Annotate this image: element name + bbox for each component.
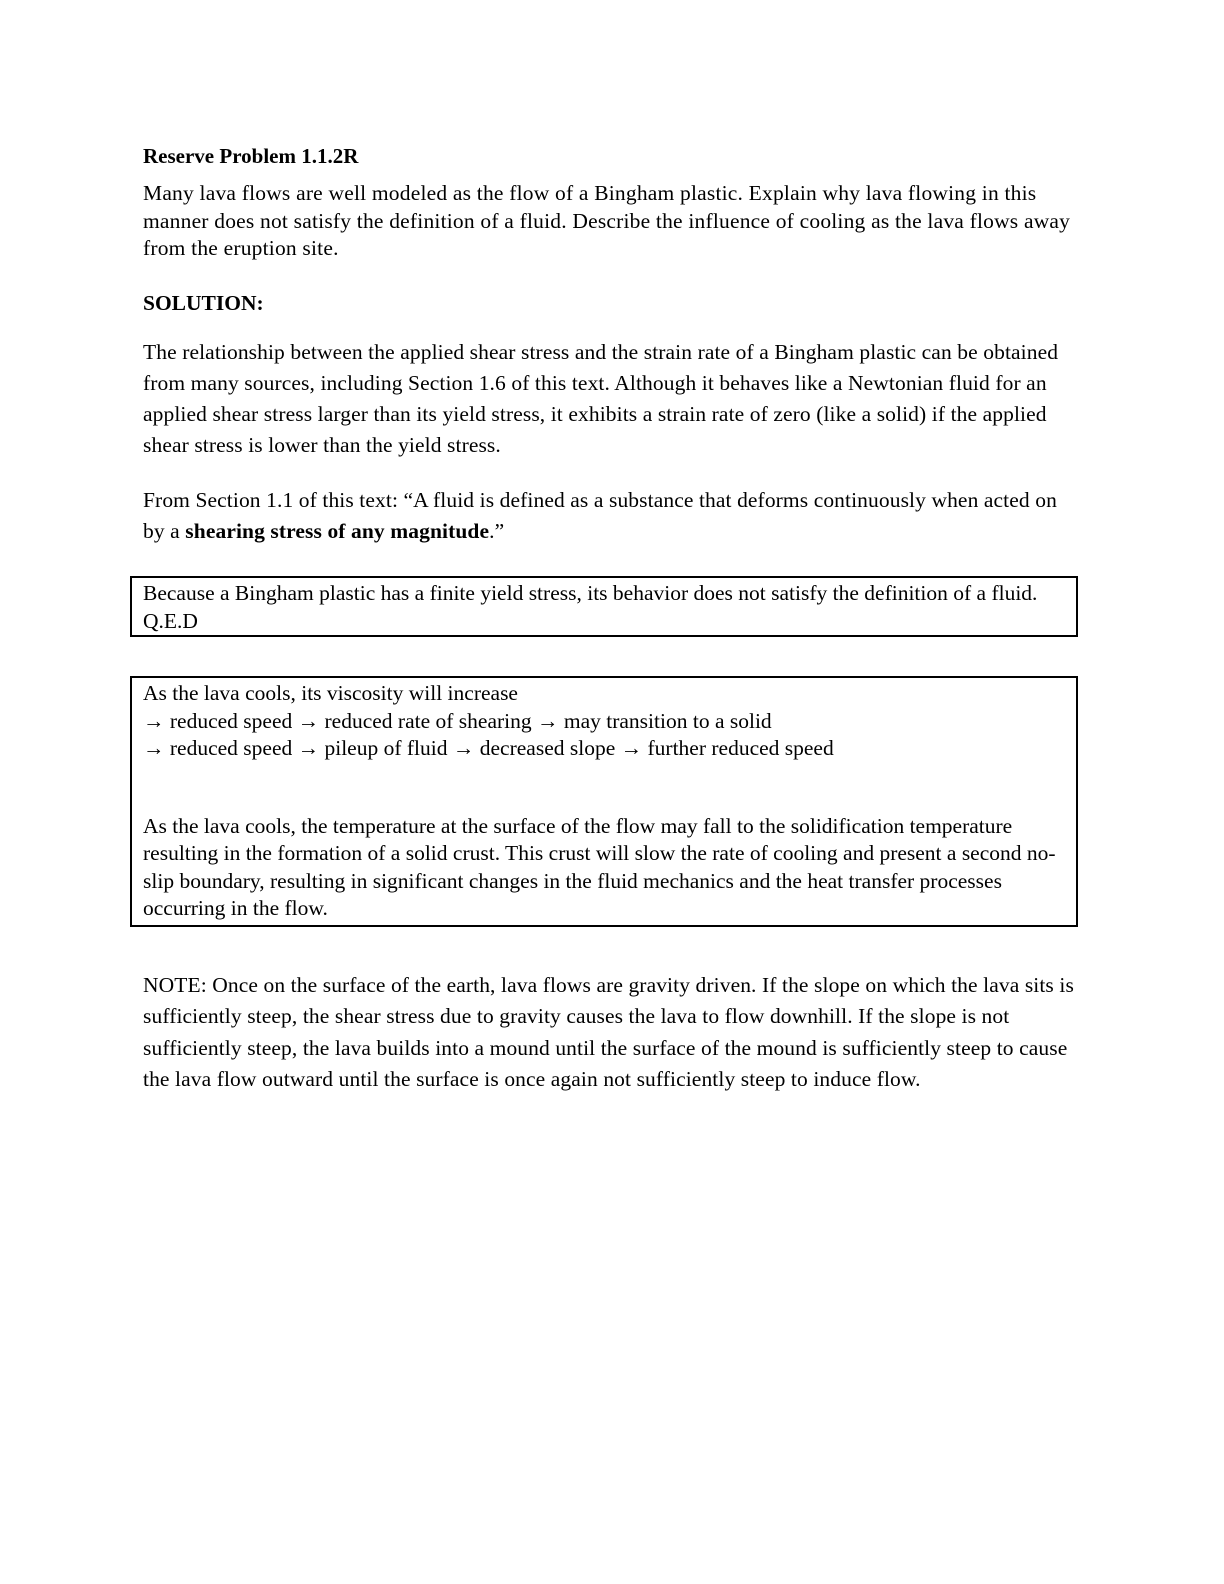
cooling-box [130, 676, 1078, 927]
document-page [143, 140, 1083, 1091]
solution-paragraph-2 [143, 485, 1083, 548]
cooling-paragraph: As the lava cools, the temperature at the surface of the flow may fall to the solidification temperature resulting in the formation of a solid crust. This crust will slow the rate of cooling and present a second no-slip boundary, resulting in significant changes in the fluid mechanics and the heat transfer processes occurring in the flow. [143, 813, 1056, 920]
problem-heading: Reserve Problem 1.1.2R [143, 144, 359, 168]
cooling-line-3: → reduced speed → pileup of fluid → decreased slope → further reduced speed [143, 736, 834, 760]
spacer [143, 763, 1065, 813]
cooling-line-2: → reduced speed → reduced rate of shearing → may transition to a solid [143, 708, 772, 733]
note-paragraph: NOTE: Once on the surface of the earth, lava flows are gravity driven. If the slope on which the lava sits is sufficiently steep, the shear stress due to gravity causes the lava to flow downhill. If the slope is not sufficiently steep, the lava builds into a mound until the surface of the mound is sufficiently steep to cause the lava flow outward until the surface is once again not sufficiently steep to induce flow. [143, 972, 1074, 1091]
definition-quote-end: .” [489, 518, 505, 543]
definition-emphasis: shearing stress of any magnitude [185, 518, 490, 543]
cooling-line-1: As the lava cools, its viscosity will increase [143, 681, 518, 705]
conclusion-text: Because a Bingham plastic has a finite yield stress, its behavior does not satisfy the definition of a fluid. Q.E.D [143, 581, 1038, 633]
solution-label: SOLUTION: [143, 290, 264, 315]
definition-quote-start: From Section 1.1 of this text: “A fluid is defined as a substance that deforms continuously when acted on by a [143, 487, 1057, 543]
problem-statement: Many lava flows are well modeled as the flow of a Bingham plastic. Explain why lava flowing in this manner does not satisfy the definition of a fluid. Describe the influence of cooling as the lava flows away from the eruption site. [143, 181, 1071, 260]
solution-paragraph-1: The relationship between the applied shear stress and the strain rate of a Bingham plastic can be obtained from many sources, including Section 1.6 of this text. Although it behaves like a Newtonian fluid for an applied shear stress larger than its yield stress, it exhibits a strain rate of zero (like a solid) if the applied shear stress is lower than the yield stress. [143, 339, 1059, 458]
conclusion-box [130, 576, 1078, 637]
